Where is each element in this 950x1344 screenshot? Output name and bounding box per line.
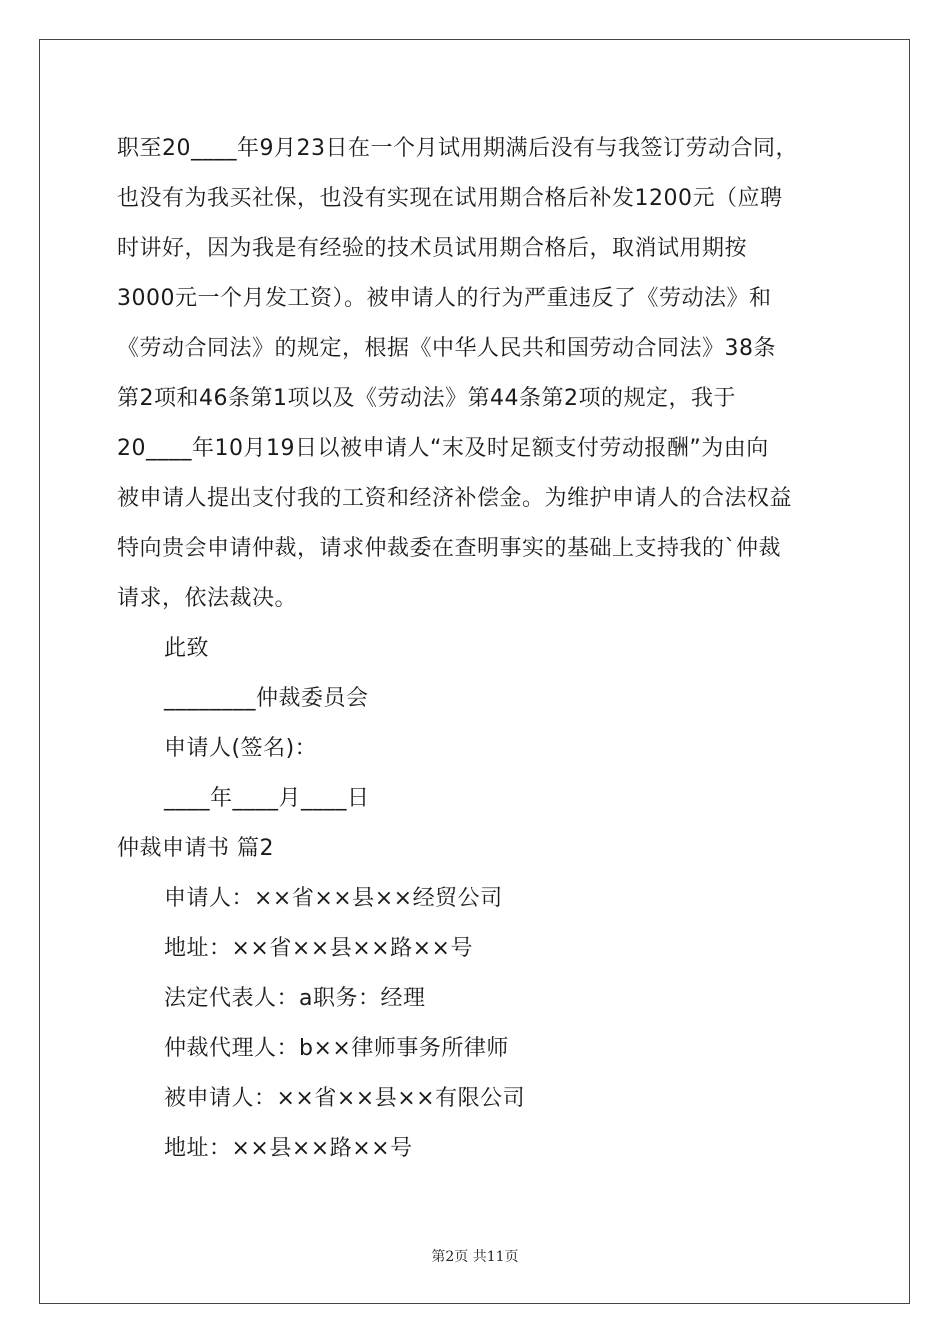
- paragraph-line: 第2项和46条第1项以及《劳动法》第44条第2项的规定，我于: [117, 386, 736, 411]
- applicant-field: 申请人：××省××县××经贸公司: [164, 886, 503, 911]
- committee-name: ________仲裁委员会: [164, 686, 369, 711]
- respondent-field: 被申请人：××省××县××有限公司: [164, 1086, 526, 1111]
- applicant-address-field: 地址：××省××县××路××号: [164, 936, 473, 961]
- page-number-footer: 第2页 共11页: [431, 1249, 519, 1265]
- paragraph-line: 时讲好，因为我是有经验的技术员试用期合格后，取消试用期按: [117, 236, 748, 261]
- paragraph-line: 也没有为我买社保，也没有实现在试用期合格后补发1200元（应聘: [117, 186, 783, 211]
- respondent-address-field: 地址：××县××路××号: [164, 1136, 413, 1161]
- document-body: [117, 124, 837, 1174]
- arbitration-agent-field: 仲裁代理人：b××律师事务所律师: [164, 1036, 509, 1061]
- paragraph-line: 20____年10月19日以被申请人“末及时足额支付劳动报酬”为由向: [117, 436, 769, 461]
- section-title: 仲裁申请书 篇2: [117, 836, 274, 861]
- paragraph-line: 请求，依法裁决。: [117, 586, 298, 611]
- paragraph-line: 3000元一个月发工资）。被申请人的行为严重违反了《劳动法》和: [117, 286, 772, 311]
- applicant-signature: 申请人(签名)：: [164, 736, 318, 761]
- paragraph-line: 特向贵会申请仲裁，请求仲裁委在查明事实的基础上支持我的`仲裁: [117, 536, 782, 561]
- paragraph-line: 被申请人提出支付我的工资和经济补偿金。为维护申请人的合法权益: [117, 486, 793, 511]
- paragraph-line: 《劳动合同法》的规定，根据《中华人民共和国劳动合同法》38条: [117, 336, 776, 361]
- legal-representative-field: 法定代表人：a职务：经理: [164, 986, 426, 1011]
- date-line: ____年____月____日: [164, 786, 370, 811]
- paragraph-line: 职至20____年9月23日在一个月试用期满后没有与我签订劳动合同，: [117, 136, 798, 161]
- closing-salutation: 此致: [164, 636, 210, 661]
